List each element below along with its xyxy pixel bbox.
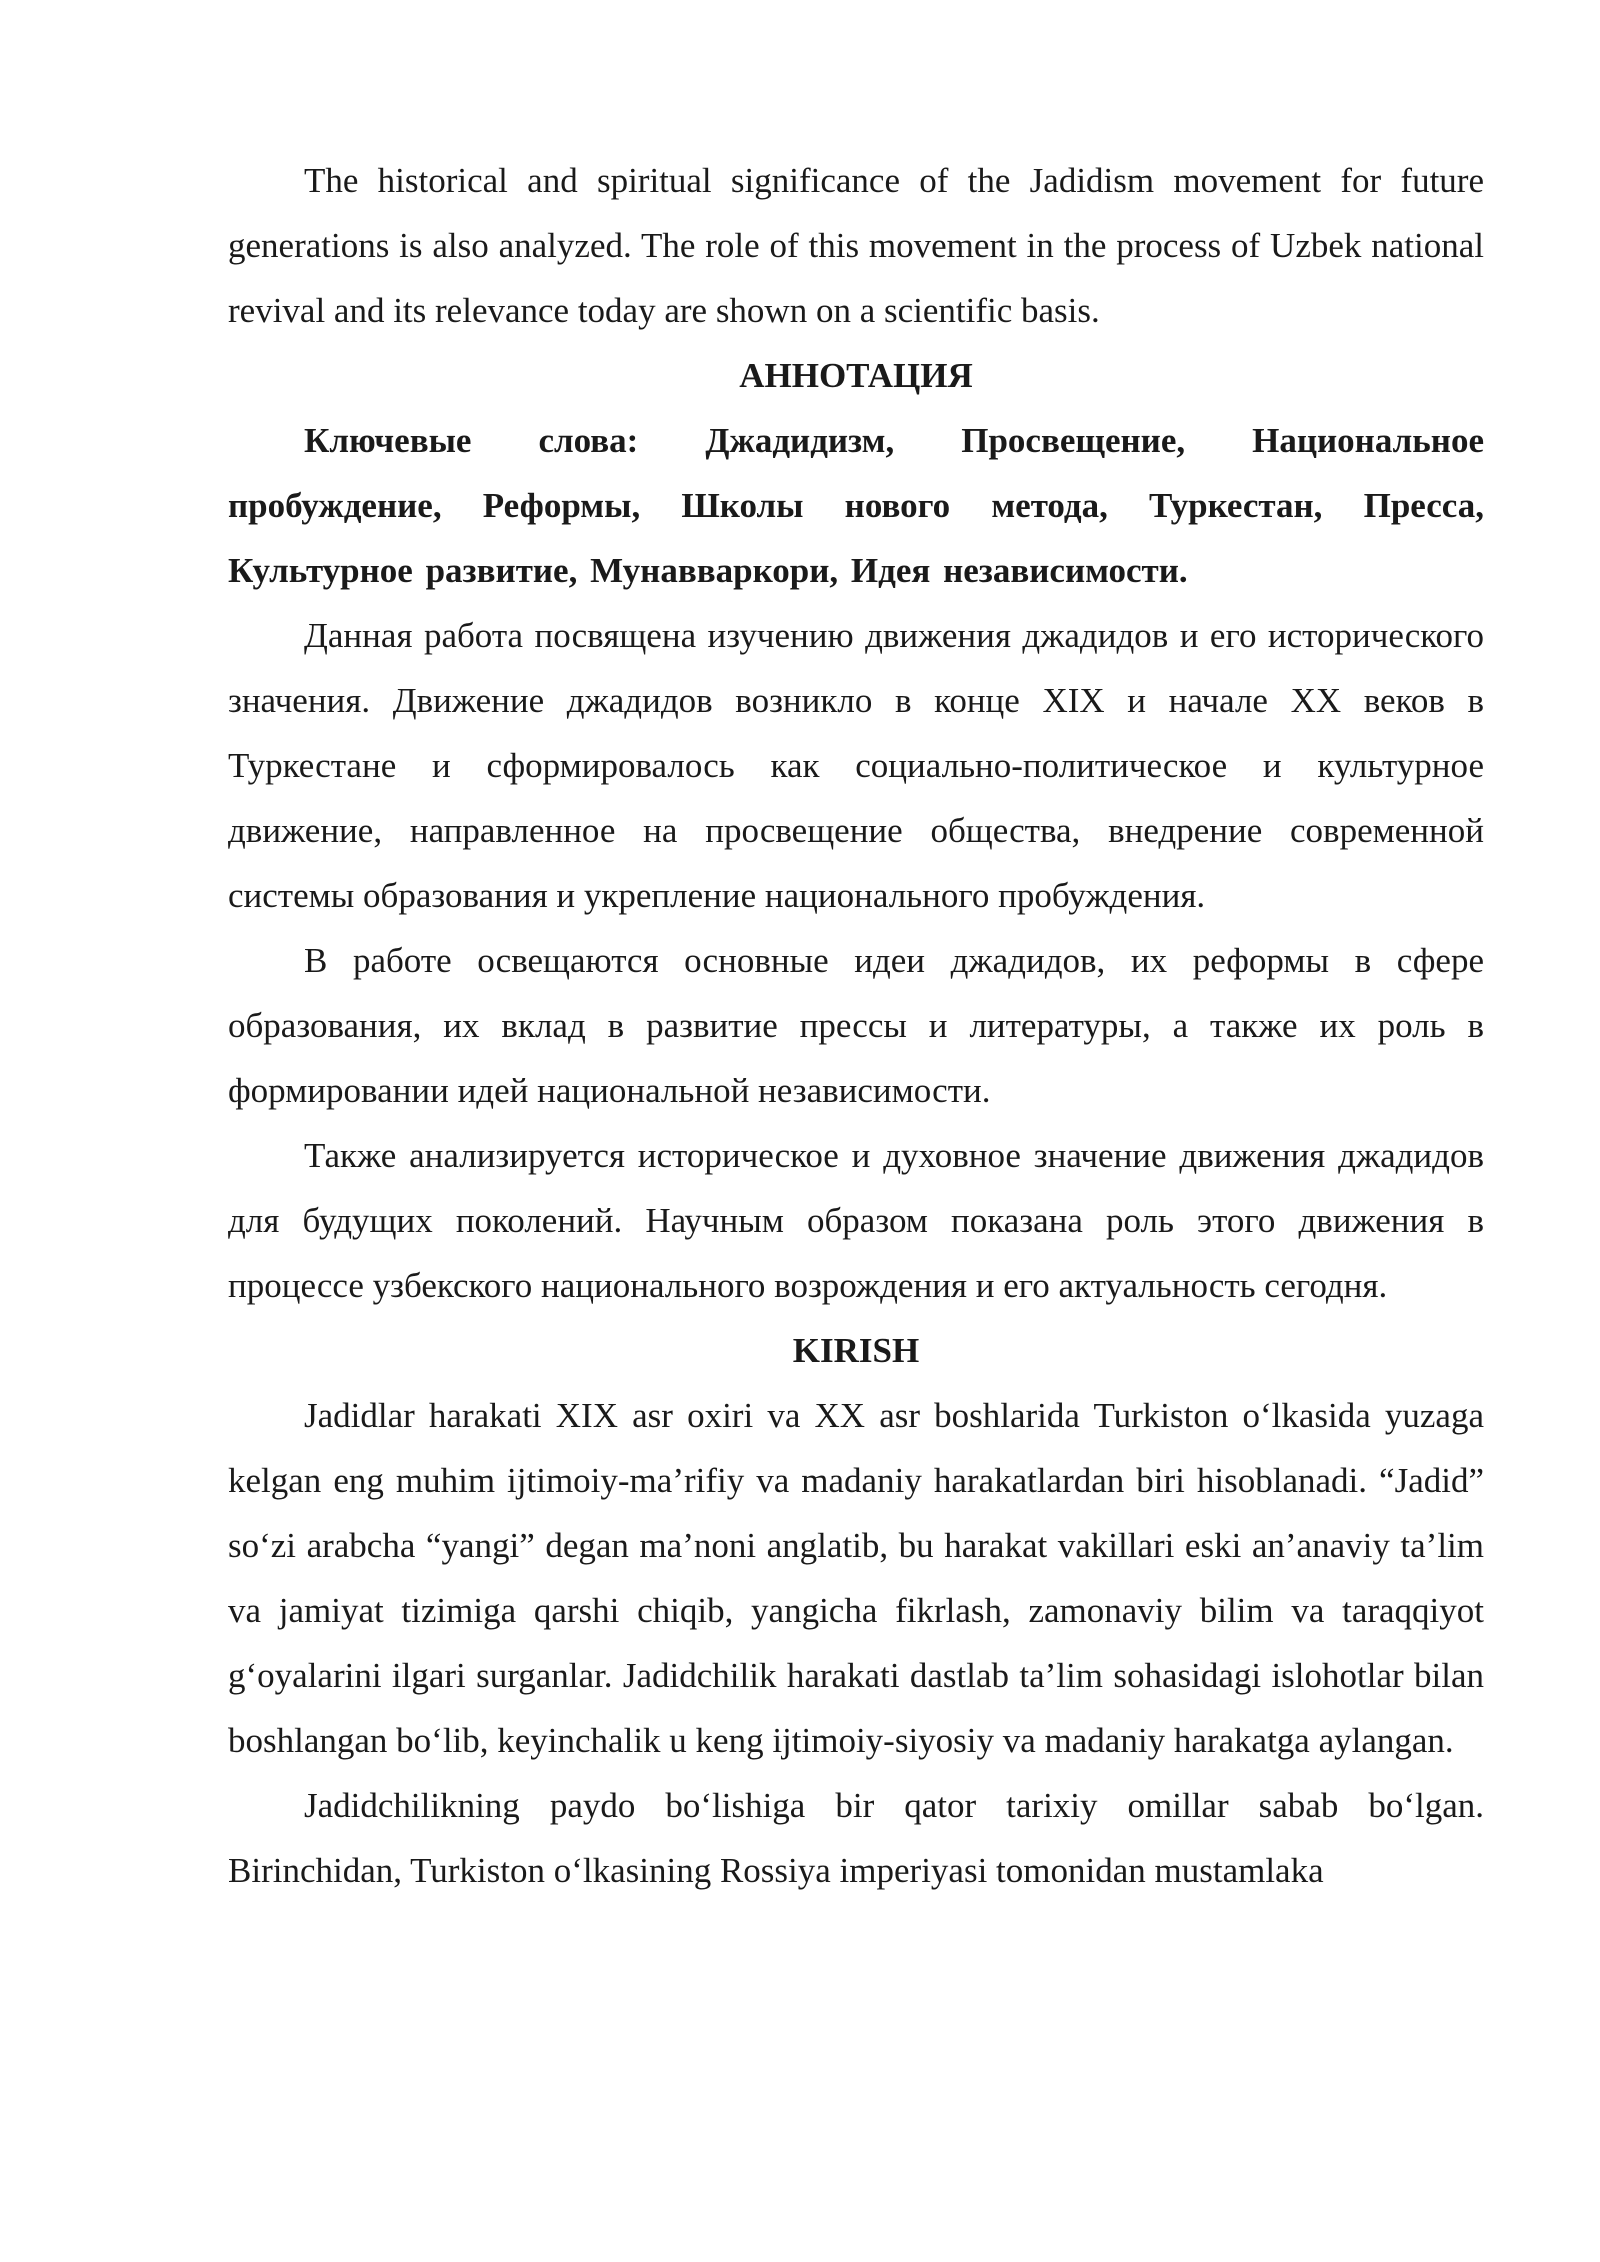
kirish-paragraph-2: Jadidchilikning paydo bo‘lishiga bir qator tarixiy omillar sabab bo‘lgan. Birinchidan, Turkiston o‘lkasining Rossiya imperiyasi tomonidan mustamlaka bbox=[228, 1786, 1484, 1890]
kirish-paragraph-1: Jadidlar harakati XIX asr oxiri va XX asr boshlarida Turkiston o‘lkasida yuzaga kelgan eng muhim ijtimoiy-ma’rifiy va madaniy harakatlardan biri hisoblanadi. “Jadid” so‘zi arabcha “yangi” degan ma’noni anglatib, bu harakat vakillari eski an’anaviy ta’lim va jamiyat tizimiga qarshi chiqib, yangicha fikrlash, zamonaviy bilim va taraqqiyot g‘oyalarini ilgari surganlar. Jadidchilik harakati dastlab ta’lim sohasidagi islohotlar bilan boshlangan bo‘lib, keyinchalik u keng ijtimoiy-siyosiy va madaniy harakatga aylangan. bbox=[228, 1396, 1484, 1760]
kirish-heading: KIRISH bbox=[792, 1331, 920, 1370]
annotation-paragraph-2: В работе освещаются основные идеи джадидов, их реформы в сфере образования, их вклад в развитие прессы и литературы, а также их роль в формировании идей национальной независимости. bbox=[228, 941, 1484, 1110]
annotation-paragraph-1: Данная работа посвящена изучению движения джадидов и его исторического значения. Движение джадидов возникло в конце XIX и начале XX веков в Туркестане и сформировалось как социально-политическое и культурное движение, направленное на просвещение общества, внедрение современной системы образования и укрепление национального пробуждения. bbox=[228, 616, 1484, 915]
document-page bbox=[228, 148, 1484, 1903]
intro-paragraph: The historical and spiritual significance of the Jadidism movement for future generations is also analyzed. The role of this movement in the process of Uzbek national revival and its relevance today are shown on a scientific basis. bbox=[228, 161, 1484, 330]
annotation-paragraph-3: Также анализируется историческое и духовное значение движения джадидов для будущих поколений. Научным образом показана роль этого движения в процессе узбекского национального возрождения и его актуальность сегодня. bbox=[228, 1136, 1484, 1305]
annotation-heading: АННОТАЦИЯ bbox=[739, 356, 973, 395]
keywords-paragraph: Ключевые слова: Джадидизм, Просвещение, Национальное пробуждение, Реформы, Школы нового метода, Туркестан, Пресса, Культурное развитие, Мунавваркори, Идея независимости. bbox=[228, 421, 1484, 590]
